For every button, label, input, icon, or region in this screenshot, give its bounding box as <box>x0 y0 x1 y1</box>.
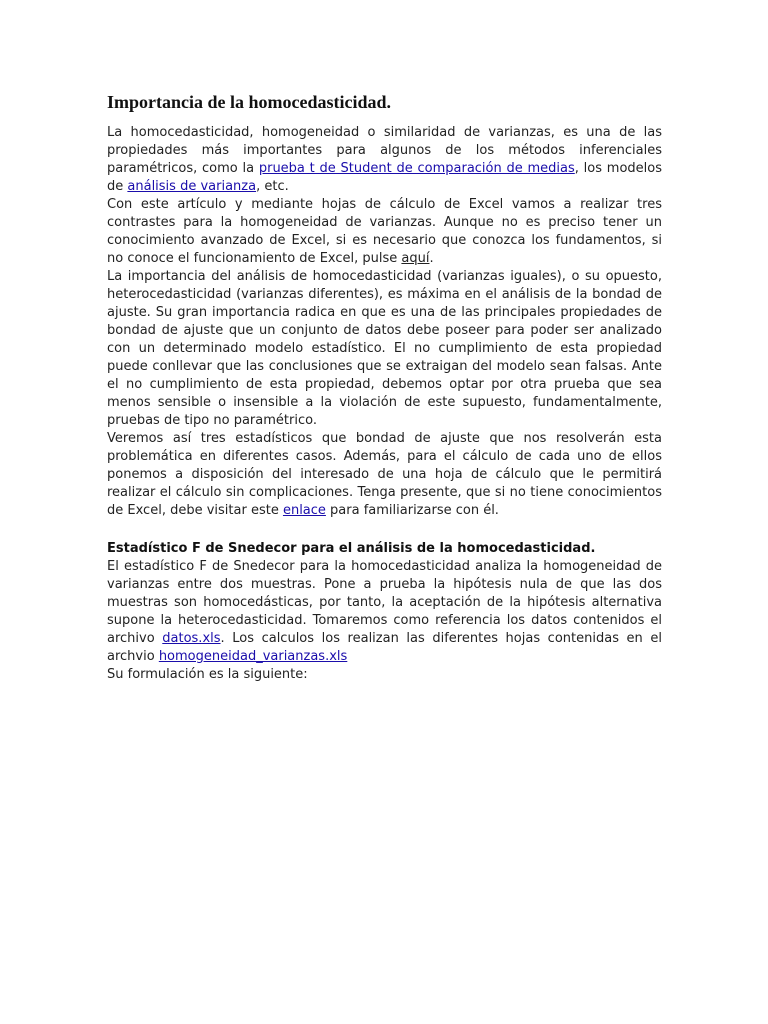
paragraph-text: . Los calculos los realizan las diferentes hojas contenidas en el archvio <box>107 631 662 664</box>
paragraph-text: , los modelos de <box>107 161 662 194</box>
link-homogeneidad-varianzas-xls[interactable]: homogeneidad_varianzas.xls <box>158 649 348 664</box>
paragraph-text: , etc. <box>256 179 289 194</box>
paragraph-statistics <box>107 430 662 520</box>
page-title: Importancia de la homocedasticidad. <box>107 92 392 112</box>
section-heading: Estadístico F de Snedecor para el análisis de la homocedasticidad. <box>107 541 596 556</box>
document-page <box>107 90 662 684</box>
link-enlace[interactable]: enlace <box>282 503 326 518</box>
link-analisis-varianza[interactable]: análisis de varianza <box>127 179 257 194</box>
paragraph-text: Con este artículo y mediante hojas de cálculo de Excel vamos a realizar tres contrastes para la homogeneidad de varianzas. Aunque no es preciso tener un conocimiento avanzado de Excel, si es necesario que conozca los fundamentos, si no conoce el funcionamiento de Excel, pulse <box>107 197 662 266</box>
link-datos-xls[interactable]: datos.xls <box>162 631 221 646</box>
paragraph-text: Veremos así tres estadísticos que bondad de ajuste que nos resolverán esta problemática en diferentes casos. Además, para el cálculo de cada uno de ellos ponemos a disposición del interesado de una hoja de cálculo que le permitirá realizar el cálculo sin complicaciones. Tenga presente, que si no tiene conocimientos de Excel, debe visitar este <box>107 431 662 518</box>
paragraph-importance: La importancia del análisis de homocedasticidad (varianzas iguales), o su opuesto, heterocedasticidad (varianzas diferentes), es máxima en el análisis de la bondad de ajuste. Su gran importancia radica en que es una de las principales propiedades de bondad de ajuste que un conjunto de datos debe poseer para poder ser analizado con un determinado modelo estadístico. El no cumplimiento de esta propiedad puede conllevar que las conclusiones que se extraigan del modelo sean falsas. Ante el no cumplimiento de esta propiedad, debemos optar por otra prueba que sea menos sensible o insensible a la violación de este supuesto, fundamentalmente, pruebas de tipo no paramétrico. <box>107 269 662 428</box>
paragraph-formulation: Su formulación es la siguiente: <box>107 667 308 682</box>
paragraph-snedecor <box>107 558 662 666</box>
paragraph-text: El estadístico F de Snedecor para la homocedasticidad analiza la homogeneidad de varianzas entre dos muestras. Pone a prueba la hipótesis nula de que las dos muestras son homocedásticas, por tanto, la aceptación de la hipótesis alternativa supone la heterocedasticidad. Tomaremos como referencia los datos contenidos el archivo <box>107 559 662 646</box>
link-prueba-t-student[interactable]: prueba t de Student de comparación de medias <box>258 161 575 176</box>
paragraph-text: La homocedasticidad, homogeneidad o similaridad de varianzas, es una de las propiedades más importantes para algunos de los métodos inferenciales paramétricos, como la <box>107 125 662 176</box>
link-aqui[interactable]: aquí <box>401 251 430 266</box>
paragraph-text: . <box>429 251 434 266</box>
paragraph-intro <box>107 124 662 196</box>
paragraph-text: para familiarizarse con él. <box>325 503 499 518</box>
paragraph-excel <box>107 196 662 268</box>
